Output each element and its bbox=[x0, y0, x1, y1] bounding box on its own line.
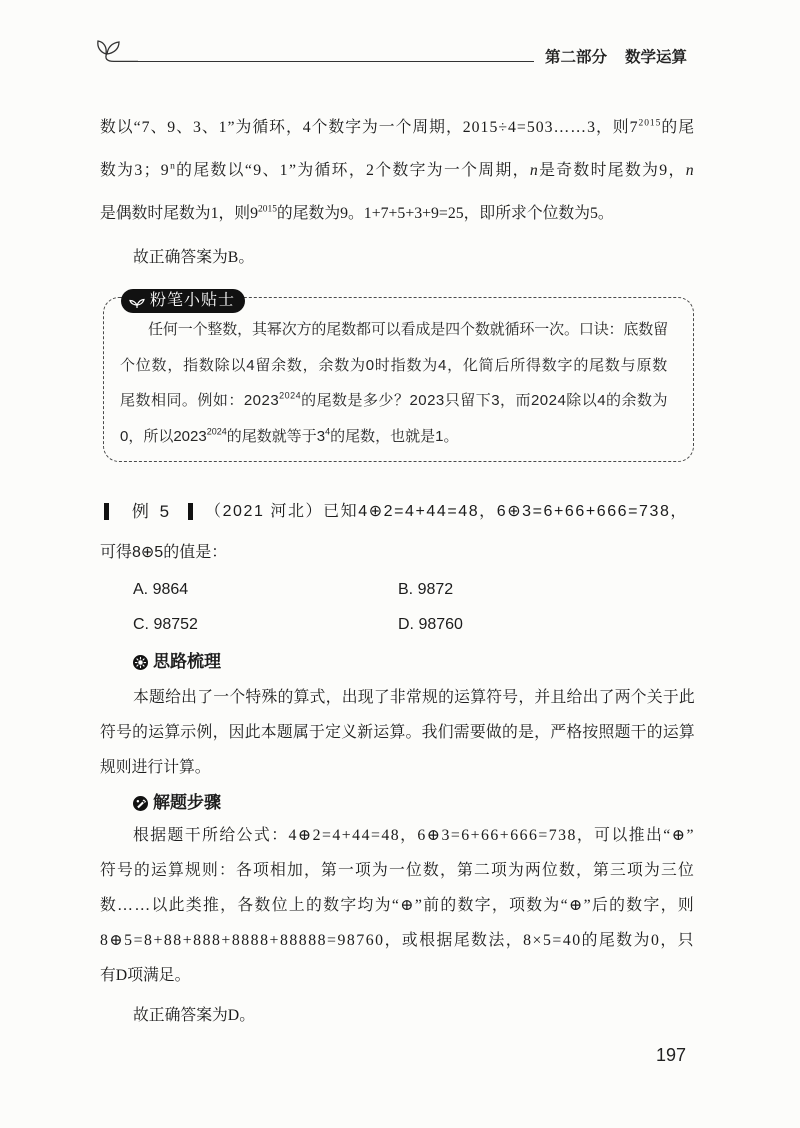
option-c: C. 98752 bbox=[133, 616, 198, 633]
sun-icon bbox=[133, 655, 148, 670]
text-line bbox=[100, 958, 695, 993]
text-run: 个位数，指数除以4留余数，余数为0时指数为4，化简后所得数字的尾数与原数 bbox=[120, 356, 668, 374]
text-line bbox=[120, 383, 668, 419]
running-header bbox=[545, 47, 687, 69]
text-run: 的尾数是多少？2023只留下3，而2024除以4的余数为 bbox=[301, 392, 668, 409]
text-run: 0，所以2023 bbox=[120, 427, 207, 445]
tip-label bbox=[121, 289, 245, 313]
option-d: D. 98760 bbox=[398, 616, 463, 633]
text-run: 本题给出了一个特殊的算式，出现了非常规的运算符号，并且给出了两个关于此 bbox=[133, 689, 695, 706]
text-line bbox=[100, 680, 695, 715]
text-run: 符号的运算规则：各项相加，第一项为一位数，第二项为两位数，第三项为三位 bbox=[100, 862, 695, 879]
tip-text bbox=[120, 312, 668, 454]
text-line bbox=[100, 106, 695, 149]
header-title: 数学运算 bbox=[625, 49, 688, 66]
superscript: 2015 bbox=[638, 118, 662, 129]
pen-icon bbox=[133, 796, 148, 811]
header-rule bbox=[137, 61, 534, 62]
text-line bbox=[100, 192, 695, 235]
text-run: 的尾数以“9、1”为循环，2个数字为一个周期， bbox=[176, 162, 530, 179]
italic-variable: n bbox=[685, 162, 696, 179]
intro-paragraph bbox=[100, 106, 695, 235]
sprout-icon bbox=[129, 294, 145, 308]
option-a: A. 9864 bbox=[133, 581, 189, 598]
answer-line: 故正确答案为D。 bbox=[133, 1007, 255, 1024]
example-label-bar-right bbox=[188, 503, 193, 520]
solution-heading bbox=[133, 792, 221, 814]
superscript: n bbox=[170, 161, 177, 172]
text-run: 是偶数时尾数为1，则9 bbox=[100, 205, 258, 222]
italic-variable: n bbox=[529, 162, 540, 179]
example-label bbox=[103, 502, 199, 522]
text-run: 数……以此类推，各数位上的数字均为“⊕”前的数字，项数为“⊕”后的数字，则 bbox=[100, 897, 695, 914]
text-run: 数为3；9 bbox=[100, 162, 171, 179]
text-line bbox=[100, 923, 695, 958]
example-question: 可得8⊕5的值是： bbox=[100, 544, 228, 561]
text-line bbox=[100, 750, 695, 785]
text-line bbox=[100, 853, 695, 888]
analysis-paragraph bbox=[100, 680, 695, 785]
text-run: 的尾数为9。1+7+5+3+9=25，即所求个位数为5。 bbox=[276, 205, 614, 222]
tip-label-text: 粉笔小贴士 bbox=[150, 292, 236, 309]
superscript: 2024 bbox=[279, 390, 302, 401]
text-run: 根据题干所给公式：4⊕2=4+44=48，6⊕3=6+66+666=738，可以推出“⊕” bbox=[133, 827, 695, 844]
text-run: 符号的运算示例，因此本题属于定义新运算。我们需要做的是，严格按照题干的运算 bbox=[100, 724, 695, 741]
text-run: 的尾数就等于3 bbox=[226, 427, 326, 445]
seedling-icon bbox=[94, 36, 138, 66]
text-run: 任何一个整数，其幂次方的尾数都可以看成是四个数就循环一次。口诀：底数留 bbox=[148, 321, 668, 338]
text-line bbox=[120, 312, 668, 348]
superscript: 2015 bbox=[257, 204, 277, 215]
text-line bbox=[120, 348, 668, 384]
page-number: 197 bbox=[656, 1045, 687, 1065]
text-run: 尾数相同。例如：2023 bbox=[120, 392, 280, 409]
text-line bbox=[100, 715, 695, 750]
text-line bbox=[100, 149, 695, 192]
text-run: 的尾数，也就是1。 bbox=[330, 427, 459, 445]
text-run: 8⊕5=8+88+888+8888+88888=98760，或根据尾数法，8×5=40的尾数为0，只 bbox=[100, 932, 695, 949]
text-run: 的尾 bbox=[661, 119, 695, 136]
text-run: 是奇数时尾数为9， bbox=[539, 162, 686, 179]
solution-paragraph bbox=[100, 818, 695, 993]
superscript: 2024 bbox=[206, 426, 227, 437]
answer-line: 故正确答案为B。 bbox=[133, 249, 255, 266]
header-part: 第二部分 bbox=[545, 49, 608, 66]
text-run: 规则进行计算。 bbox=[100, 759, 211, 776]
solution-title: 解题步骤 bbox=[153, 793, 221, 812]
text-run: 数以“7、9、3、1”为循环，4个数字为一个周期，2015÷4=503……3，则7 bbox=[100, 119, 639, 136]
text-line bbox=[100, 818, 695, 853]
superscript: 4 bbox=[325, 426, 331, 437]
text-line bbox=[120, 419, 668, 455]
analysis-title: 思路梳理 bbox=[153, 652, 221, 671]
example-label-bar-left bbox=[104, 503, 109, 520]
example-label-text: 例 5 bbox=[131, 502, 173, 521]
text-line bbox=[100, 888, 695, 923]
analysis-heading bbox=[133, 651, 221, 673]
text-run: 有D项满足。 bbox=[100, 967, 191, 984]
option-b: B. 9872 bbox=[398, 581, 454, 598]
example-stem: （2021 河北）已知4⊕2=4+44=48，6⊕3=6+66+666=738， bbox=[205, 503, 688, 520]
